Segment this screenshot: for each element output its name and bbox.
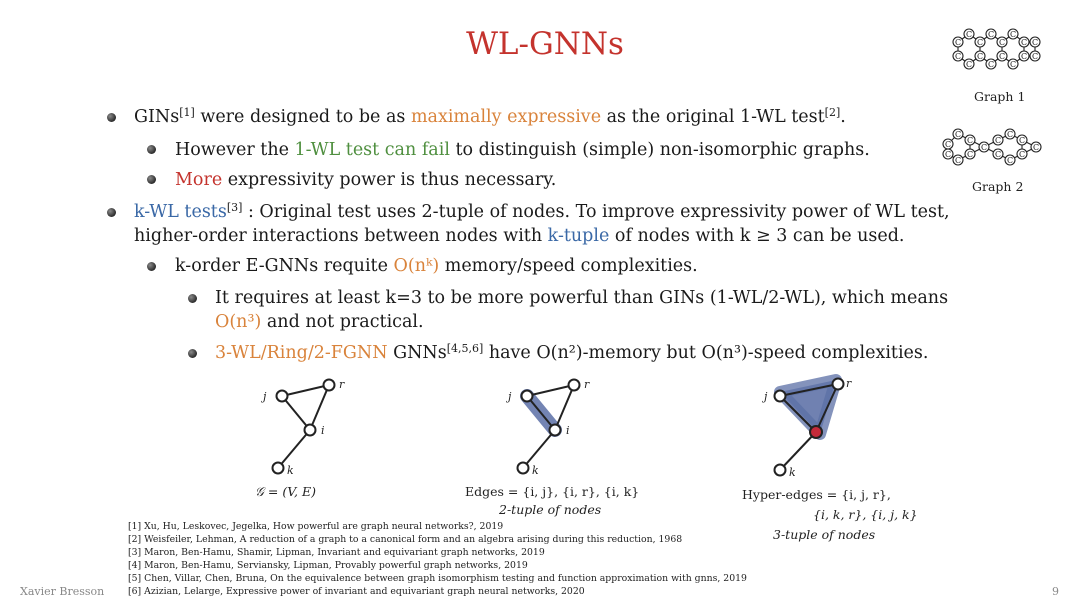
atom-label: C [966, 136, 974, 145]
figure1-label: 𝒢 = (V, E) [255, 484, 316, 499]
atom-label: C [1032, 143, 1040, 152]
atom-label: C [966, 150, 974, 159]
node-label-k: k [532, 464, 539, 477]
text: GINs [134, 107, 180, 127]
atom-label: C [1009, 60, 1017, 69]
footer-author: Xavier Bresson [20, 585, 105, 598]
node-label-i: i [566, 424, 570, 437]
node-label-j: j [764, 390, 768, 403]
reference-item: [6] Azizian, Lelarge, Expressive power of invariant and equivariant graph neural networks, 2020 [128, 586, 585, 597]
text: to distinguish (simple) non-isomorphic graphs. [449, 140, 870, 160]
atom-label: C [944, 140, 952, 149]
atom-label: C [1018, 150, 1026, 159]
atom-label: C [1020, 52, 1028, 61]
citation: [3] [226, 201, 243, 214]
highlight: k-tuple [547, 226, 610, 246]
highlight: O(n³) [215, 312, 262, 332]
node-label-j: j [508, 390, 512, 403]
bullet-egnn [175, 254, 698, 278]
node-label-r: r [584, 378, 590, 391]
bullet-dot [107, 208, 116, 217]
text: have O(n²)-memory but O(n³)-speed complexities. [483, 343, 929, 363]
atom-label: C [954, 52, 962, 61]
figure3-label2: {i, k, r}, {i, j, k} [813, 507, 918, 522]
citation: [1] [179, 106, 195, 119]
figure-hyperedges [756, 370, 866, 480]
bullet-dot [188, 294, 197, 303]
figure-edges [500, 370, 600, 480]
atom-label: C [1020, 38, 1028, 47]
text: were designed to be as [194, 107, 411, 127]
text: of nodes with k ≥ 3 can be used. [609, 226, 905, 246]
bullet-dot [107, 113, 116, 122]
node-label-i: i [321, 424, 325, 437]
bullet-dot [188, 349, 197, 358]
figure3-sub: 3-tuple of nodes [773, 527, 876, 542]
text: and not practical. [261, 312, 424, 332]
node-label-r: r [339, 378, 345, 391]
atom-label: C [994, 150, 1002, 159]
slide-title: WL-GNNs [466, 26, 624, 62]
graph2-caption: Graph 2 [972, 179, 1024, 194]
references [128, 520, 747, 598]
atom-label: C [1006, 156, 1014, 165]
bullet-dot [147, 262, 156, 271]
reference-item: [4] Maron, Ben-Hamu, Serviansky, Lipman, Provably powerful graph networks, 2019 [128, 560, 528, 571]
highlight: More [175, 170, 223, 190]
atom-label: C [987, 30, 995, 39]
bullet-more-expressivity [175, 168, 556, 192]
text: . [840, 107, 846, 127]
atom-label: C [976, 38, 984, 47]
text: expressivity power is thus necessary. [222, 170, 557, 190]
highlight: maximally expressive [410, 107, 602, 127]
citation: [4,5,6] [446, 342, 484, 355]
text: higher-order interactions between nodes with [134, 226, 548, 246]
bullet-wl-fail [175, 138, 870, 162]
highlight: 1-WL test can fail [294, 140, 450, 160]
atom-label: C [1018, 136, 1026, 145]
atom-label: C [987, 60, 995, 69]
node-label-k: k [287, 464, 294, 477]
graph2-molecule [940, 122, 1052, 174]
text: as the original 1-WL test [601, 107, 825, 127]
atom-label: C [998, 52, 1006, 61]
reference-item: [2] Weisfeiler, Lehman, A reduction of a graph to a canonical form and an algebra arising during this reduction, 1968 [128, 534, 683, 545]
text: : Original test uses 2-tuple of nodes. To improve expressivity power of WL test, [242, 202, 950, 222]
node-label-k: k [789, 466, 796, 479]
bullet-3wl [215, 341, 928, 365]
figure2-label: Edges = {i, j}, {i, r}, {i, k} [465, 484, 640, 499]
node-label-j: j [263, 390, 267, 403]
bullet-gins [134, 105, 846, 129]
text: However the [175, 140, 295, 160]
atom-label: C [965, 60, 973, 69]
bullet-dot [147, 145, 156, 154]
bullet-dot [147, 175, 156, 184]
atom-label: C [976, 52, 984, 61]
figure-graph [255, 370, 355, 480]
text: GNNs [387, 343, 447, 363]
atom-label: C [965, 30, 973, 39]
text: k-order E-GNNs requite [175, 256, 394, 276]
atom-label: C [998, 38, 1006, 47]
atom-label: C [994, 136, 1002, 145]
atom-label: C [954, 38, 962, 47]
text: It requires at least k=3 to be more powerful than GINs (1-WL/2-WL), which means [215, 288, 949, 308]
atom-label: C [1031, 52, 1039, 61]
reference-item: [3] Maron, Ben-Hamu, Shamir, Lipman, Invariant and equivariant graph networks, 2019 [128, 547, 545, 558]
atom-label: C [954, 130, 962, 139]
highlight: O(nᵏ) [393, 256, 440, 276]
reference-item: [1] Xu, Hu, Leskovec, Jegelka, How powerful are graph neural networks?, 2019 [128, 521, 504, 532]
bullet-k3 [215, 286, 948, 334]
atom-label: C [980, 143, 988, 152]
text: memory/speed complexities. [439, 256, 698, 276]
atom-label: C [1006, 130, 1014, 139]
node-label-r: r [846, 377, 852, 390]
figure3-label1: Hyper-edges = {i, j, r}, [742, 487, 891, 502]
bullet-kwl [134, 200, 950, 248]
graph1-molecule [945, 22, 1051, 84]
highlight: 3-WL/Ring/2-FGNN [215, 343, 388, 363]
reference-item: [5] Chen, Villar, Chen, Bruna, On the equivalence between graph isomorphism testing and function approximation with gnns, 2019 [128, 573, 747, 584]
figure2-sub: 2-tuple of nodes [499, 502, 602, 517]
footer-page-number: 9 [1052, 585, 1059, 598]
atom-label: C [944, 150, 952, 159]
graph1-caption: Graph 1 [974, 89, 1026, 104]
citation: [2] [824, 106, 841, 119]
atom-label: C [954, 156, 962, 165]
highlight: k-WL tests [134, 202, 227, 222]
atom-label: C [1009, 30, 1017, 39]
atom-label: C [1031, 38, 1039, 47]
